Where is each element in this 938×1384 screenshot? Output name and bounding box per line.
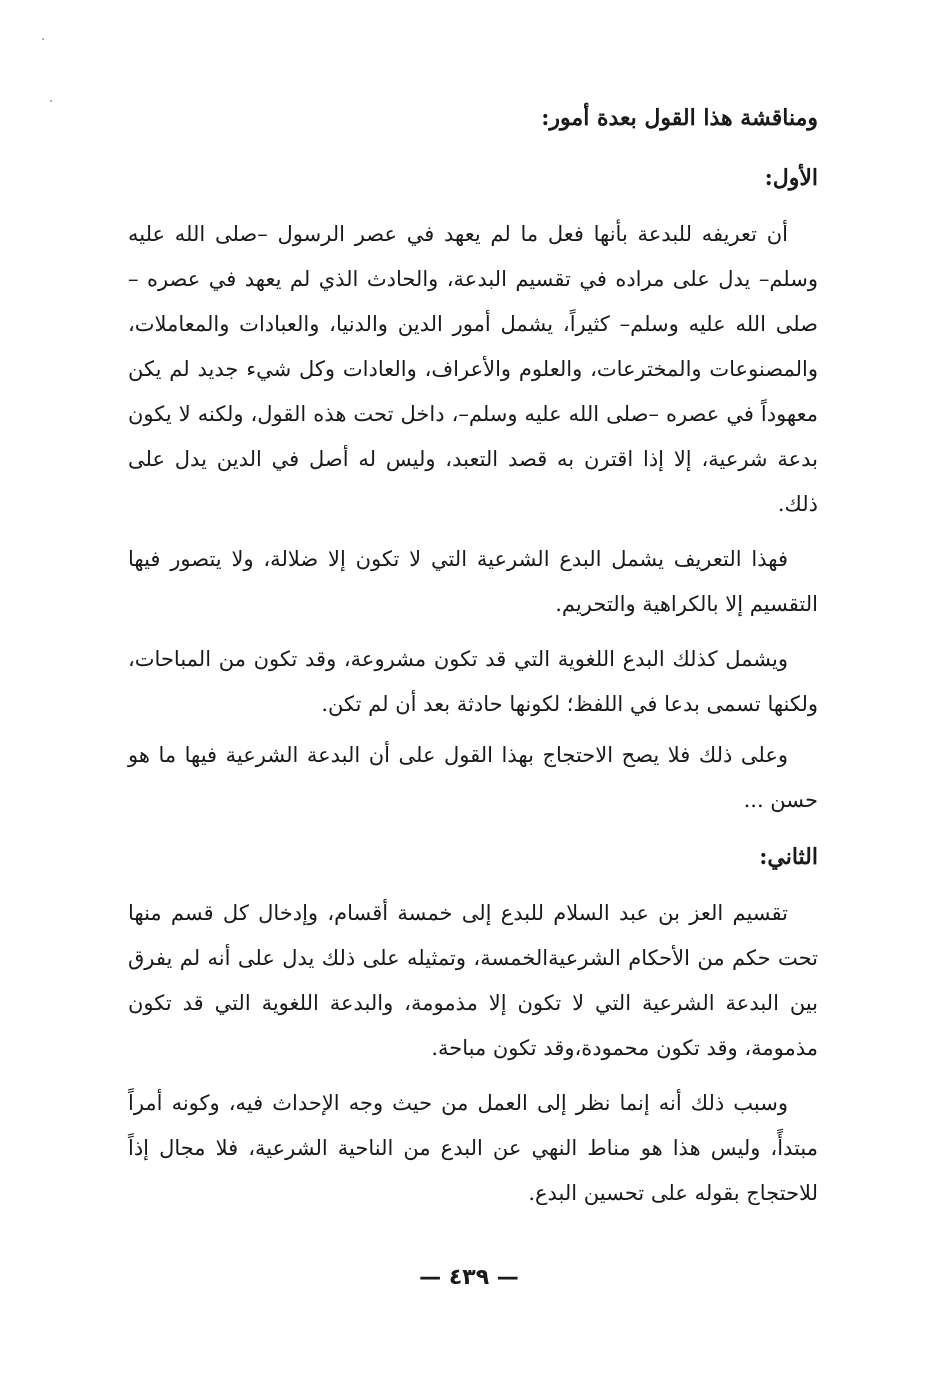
paragraph: ويشمل كذلك البدع اللغوية التي قد تكون مشروعة، وقد تكون من المباحات، ولكنها تسمى بدعا في اللفظ؛ لكونها حادثة بعد أن لم تكن.	[128, 647, 818, 716]
paragraph: وعلى ذلك فلا يصح الاحتجاج بهذا القول على أن البدعة الشرعية فيها ما هو حسن ...	[128, 743, 818, 812]
document-page	[128, 98, 818, 1226]
paragraph: فهذا التعريف يشمل البدع الشرعية التي لا تكون إلا ضلالة، ولا يتصور فيها التقسيم إلا بالكراهية والتحريم.	[128, 547, 818, 616]
main-heading: ومناقشة هذا القول بعدة أمور:	[541, 105, 818, 131]
paragraph: وسبب ذلك أنه إنما نظر إلى العمل من حيث وجه الإحداث فيه، وكونه أمراً مبتدأً، وليس هذا هو مناط النهي عن البدع من الناحية الشرعية، فلا مجال إذاً للاحتجاج بقوله على تحسين البدع.	[128, 1091, 818, 1205]
scan-speck	[42, 38, 44, 40]
paragraph: تقسيم العز بن عبد السلام للبدع إلى خمسة أقسام، وإدخال كل قسم منها تحت حكم من الأحكام الشرعيةالخمسة، وتمثيله على ذلك يدل على أنه لم يفرق بين البدعة الشرعية التي لا تكون إلا مذمومة، والبدعة اللغوية التي قد تكون مذمومة، وقد تكون محمودة،وقد تكون مباحة.	[128, 901, 818, 1060]
scan-speck	[50, 100, 52, 102]
paragraph: أن تعريفه للبدعة بأنها فعل ما لم يعهد في عصر الرسول –صلى الله عليه وسلم– يدل على مراده في تقسيم البدعة، والحادث الذي لم يعهد في عصره –صلى الله عليه وسلم– كثيراً، يشمل أمور الدين والدنيا، والعبادات والمعاملات، والمصنوعات والمخترعات، والعلوم والأعراف، والعادات وكل شيء جديد لم يكن معهوداً في عصره –صلى الله عليه وسلم–، داخل تحت هذه القول، ولكنه لا يكون بدعة شرعية، إلا إذا اقترن به قصد التعبد، وليس له أصل في الدين يدل على ذلك.	[128, 222, 818, 516]
section-heading-first: الأول:	[764, 165, 818, 191]
section-heading-second: الثاني:	[759, 844, 818, 870]
page-number: — ٤٣٩ —	[419, 1265, 519, 1290]
